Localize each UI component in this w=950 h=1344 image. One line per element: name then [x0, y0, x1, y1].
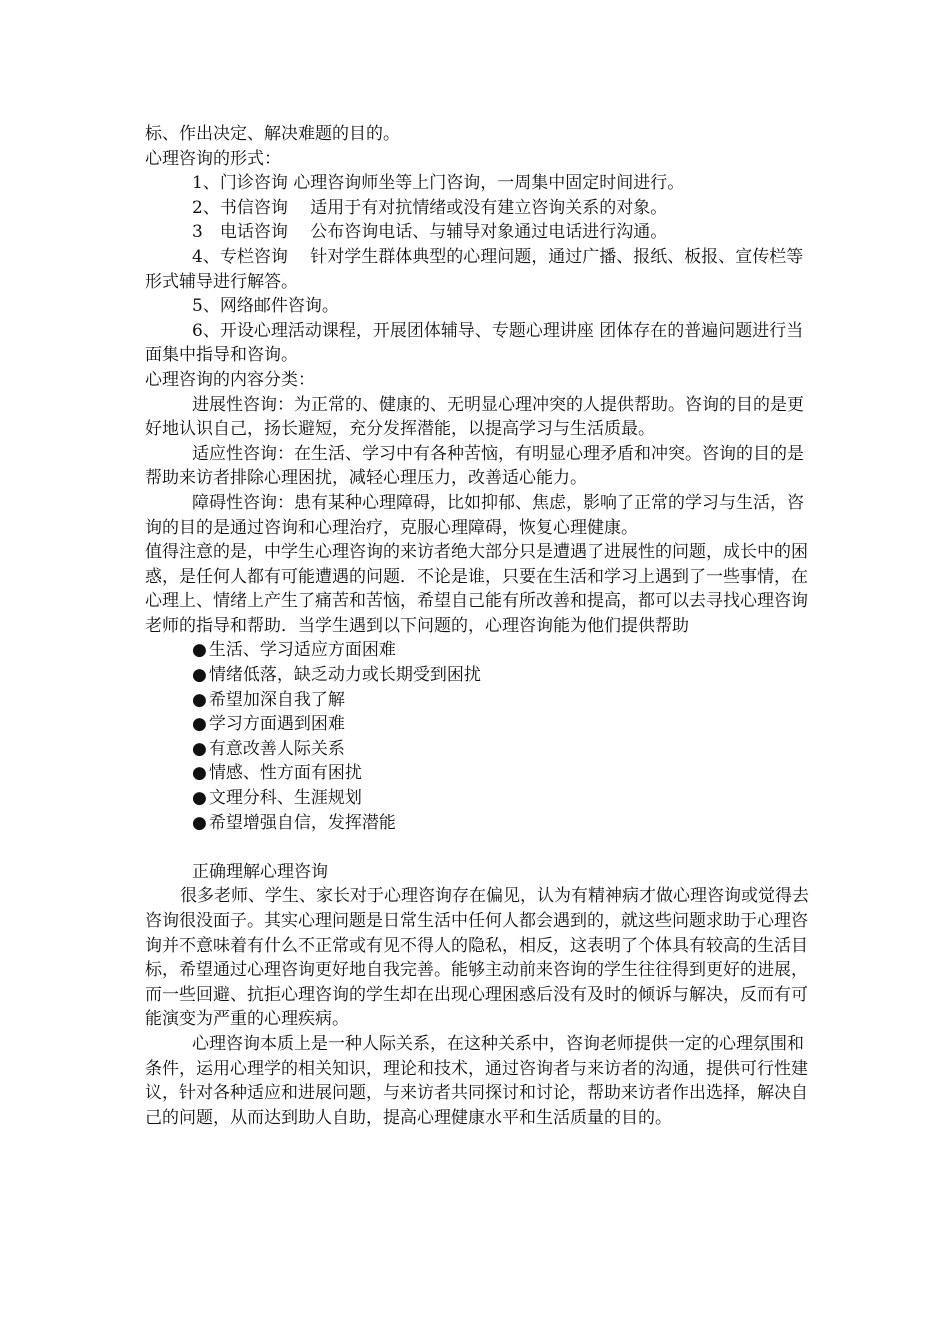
- forms-item-6: 6、开设心理活动课程，开展团体辅导、专题心理讲座 团体存在的普遍问题进行当面集中指导和咨询。: [145, 320, 804, 366]
- content-item-disorder: 障碍性咨询：患有某种心理障碍，比如抑郁、焦虑，影响了正常的学习与生活，咨询的目的是通过咨询和心理治疗，克服心理障碍，恢复心理健康。: [145, 492, 804, 538]
- bullet-dot-icon: ●: [192, 788, 207, 809]
- bullet-item: ● 生活、学习适应方面困难: [192, 640, 396, 661]
- forms-item-4: 4、专栏咨询 针对学生群体典型的心理问题，通过广播、报纸、板报、宣传栏等形式辅导进行解答。: [145, 246, 804, 292]
- bullet-item: ● 情感、性方面有困扰: [192, 763, 362, 784]
- forms-item-5: 5、网络邮件咨询。: [192, 296, 339, 317]
- notice-paragraph: 值得注意的是，中学生心理咨询的来访者绝大部分只是遭遇了进展性的问题，成长中的困惑，是任何人都有可能遭遇的问题．不论是谁，只要在生活和学习上遇到了一些事情，在心理上、情绪上产生了痛苦和苦恼，希望自己能有所改善和提高，都可以去寻找心理咨询老师的指导和帮助．当学生遇到以下问题的，心理咨询能为他们提供帮助: [145, 542, 808, 636]
- intro-tail-text: 标、作出决定、解决难题的目的。: [145, 124, 400, 144]
- bullet-dot-icon: ●: [192, 812, 207, 833]
- forms-item-2: 2、书信咨询 适用于有对抗情绪或没有建立咨询关系的对象。: [192, 197, 668, 218]
- bullet-dot-icon: ●: [192, 763, 207, 784]
- content-heading: 心理咨询的内容分类：: [145, 369, 315, 390]
- forms-item-3: 3 电话咨询 公布咨询电话、与辅导对象通过电话进行沟通。: [192, 222, 668, 243]
- bullet-item: ● 情绪低落，缺乏动力或长期受到困扰: [192, 665, 481, 686]
- bullet-item: ● 希望增强自信，发挥潜能: [192, 812, 396, 833]
- section2-paragraph-1: 很多老师、学生、家长对于心理咨询存在偏见，认为有精神病才做心理咨询或觉得去咨询很没面子。其实心理问题是日常生活中任何人都会遇到的，就这些问题求助于心理咨询并不意味着有什么不正常或有见不得人的隐私，相反，这表明了个体具有较高的生活目标，希望通过心理咨询更好地自我完善。能够主动前来咨询的学生往往得到更好的进展，而一些回避、抗拒心理咨询的学生却在出现心理困惑后没有及时的倾诉与解决，反而有可能演变为严重的心理疾病。: [145, 886, 809, 1030]
- section2-heading: 正确理解心理咨询: [192, 861, 328, 882]
- bullet-item: ● 文理分科、生涯规划: [192, 788, 362, 809]
- content-item-adaptive: 适应性咨询：在生活、学习中有各种苦恼，有明显心理矛盾和冲突。咨询的目的是帮助来访者排除心理困扰，减轻心理压力，改善适心能力。: [145, 443, 804, 489]
- content-item-developmental: 进展性咨询：为正常的、健康的、无明显心理冲突的人提供帮助。咨询的目的是更好地认识自己，扬长避短，充分发挥潜能，以提高学习与生活质最。: [145, 394, 804, 440]
- help-bullet-list: [145, 638, 820, 835]
- spacer: [145, 835, 820, 860]
- bullet-dot-icon: ●: [192, 738, 207, 759]
- bullet-dot-icon: ●: [192, 714, 207, 735]
- forms-heading: 心理咨询的形式：: [145, 148, 281, 169]
- forms-item-1: 1、门诊咨询 心理咨询师坐等上门咨询，一周集中固定时间进行。: [192, 173, 685, 194]
- bullet-dot-icon: ●: [192, 689, 207, 710]
- bullet-item: ● 希望加深自我了解: [192, 689, 345, 710]
- bullet-dot-icon: ●: [192, 665, 207, 686]
- section2-paragraph-2: 心理咨询本质上是一种人际关系，在这种关系中，咨询老师提供一定的心理氛围和条件，运用心理学的相关知识，理论和技术，通过咨询者与来访者的沟通，提供可行性建议，针对各种适应和进展问题，与来访者共同探讨和讨论，帮助来访者作出选择，解决自己的问题，从而达到助人自助，提高心理健康水平和生活质量的目的。: [145, 1033, 808, 1128]
- bullet-item: ● 学习方面遇到困难: [192, 714, 345, 735]
- bullet-item: ● 有意改善人际关系: [192, 738, 345, 759]
- document-page: [145, 122, 820, 1130]
- bullet-dot-icon: ●: [192, 640, 207, 661]
